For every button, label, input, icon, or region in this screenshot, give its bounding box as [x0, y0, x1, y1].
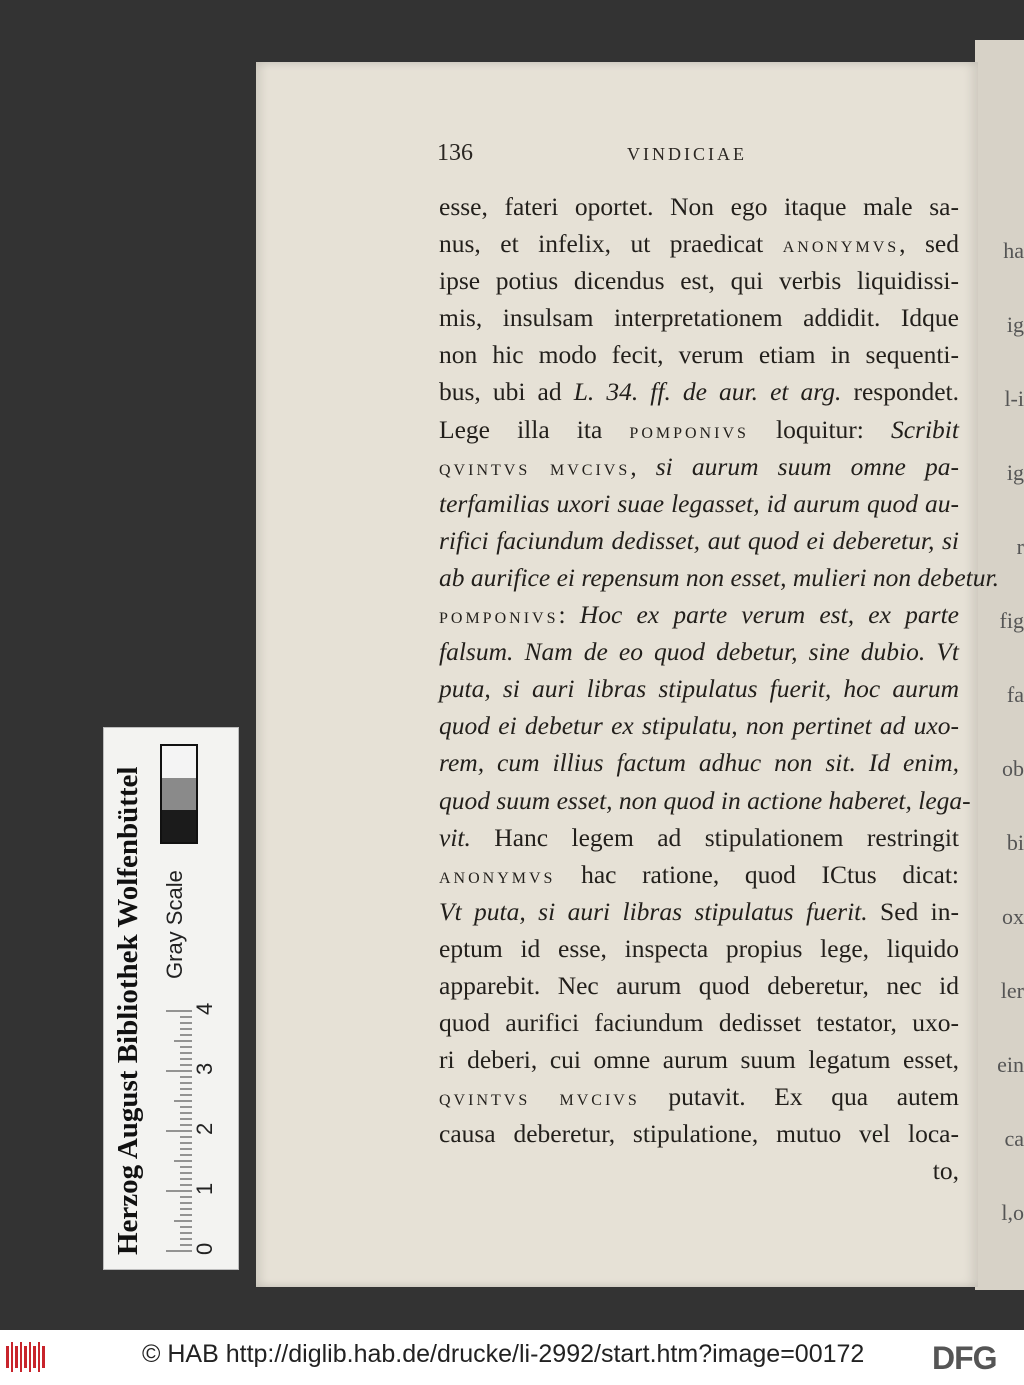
text-segment: ANONYMVS — [782, 239, 900, 257]
text-line — [439, 522, 959, 559]
text-segment: Hoc ex parte verum est, ex parte — [579, 600, 959, 630]
facing-page-fragment: ig — [1006, 312, 1024, 337]
text-line — [439, 1041, 959, 1078]
text-segment: puta, si auri libras stipulatus fuerit, hoc aurum — [439, 674, 959, 704]
text-segment: quod aurifici faciundum dedisset testator, uxo- — [439, 1008, 959, 1038]
text-line — [439, 893, 959, 930]
text-line — [439, 596, 959, 633]
facing-page-fragment: ob — [1002, 756, 1024, 781]
text-line — [439, 336, 959, 373]
text-segment: POMPONIVS — [439, 610, 559, 628]
text-line — [439, 782, 971, 819]
text-segment: hac ratione, quod ICtus dicat: — [555, 859, 959, 889]
text-segment: terfamilias uxori suae legasset, id aurum quod au- — [439, 488, 959, 518]
text-line — [439, 485, 959, 522]
facing-page-fragment: l-i — [1004, 386, 1024, 411]
text-segment: esse, fateri oportet. Non ego itaque male sa- — [439, 192, 959, 221]
text-segment: , sed — [899, 229, 959, 259]
text-segment: mis, insulsam interpretationem addidit. Idque — [439, 303, 959, 333]
text-segment: L. 34. ff. de aur. et arg. — [573, 377, 842, 407]
text-segment: ab aurifice ei repensum non esset, mulieri non debetur. — [439, 562, 999, 592]
text-segment: loquitur: — [748, 414, 891, 444]
text-segment: Vt puta, si auri libras stipulatus fuerit. — [439, 896, 868, 926]
text-line — [439, 1152, 959, 1189]
facing-page-fragment: ha — [1003, 238, 1024, 263]
running-head — [437, 140, 817, 170]
facing-page-fragment: fa — [1006, 682, 1024, 707]
text-segment: Sed in- — [867, 896, 960, 926]
text-segment: eptum id esse, inspecta propius lege, liquido — [439, 933, 959, 963]
text-segment: respondet. — [841, 377, 960, 407]
text-segment: rem, cum illius factum adhuc non sit. Id enim, — [439, 748, 959, 778]
text-segment: ri deberi, cui omne aurum suum legatum esset, — [439, 1045, 959, 1075]
facing-page-edge — [975, 40, 1024, 1290]
page-number: 136 — [437, 140, 473, 166]
gray-swatch — [162, 778, 196, 810]
text-segment: ANONYMVS — [439, 869, 556, 887]
gray-swatch — [162, 810, 196, 842]
text-segment: quod suum esset, non quod in actione haberet, lega- — [439, 785, 971, 815]
text-segment: Lege illa ita — [439, 414, 630, 444]
text-segment: Scribit — [890, 414, 959, 444]
ruler-number: 1 — [192, 1182, 217, 1195]
text-line — [439, 744, 959, 781]
text-segment: bus, ubi ad — [439, 377, 574, 407]
text-segment: QVINTVS MVCIVS — [439, 1092, 640, 1110]
text-segment: putavit. Ex qua autem — [639, 1082, 959, 1112]
text-line — [439, 299, 959, 336]
gray-swatch — [162, 746, 196, 778]
text-line — [439, 930, 959, 967]
book-page — [256, 62, 999, 1287]
text-segment: ipse potius dicendus est, qui verbis liquidissi- — [439, 266, 959, 296]
ruler — [162, 999, 222, 1255]
text-segment: : — [558, 600, 580, 630]
text-segment: vit. — [439, 822, 471, 852]
text-segment: nus, et infelix, ut praedicat — [439, 229, 783, 259]
ruler-ticks — [162, 999, 192, 1255]
library-name: Herzog August Bibliothek Wolfenbüttel — [112, 766, 144, 1255]
gray-swatches — [160, 744, 198, 844]
facing-page-fragment: l,o — [1001, 1200, 1024, 1225]
body-text — [439, 188, 999, 1190]
dfg-logo: DFG — [932, 1340, 997, 1376]
text-segment: non hic modo fecit, verum etiam in sequenti- — [439, 340, 959, 370]
facing-page-fragment: fig — [999, 608, 1024, 633]
text-line — [439, 225, 959, 262]
footer-bar — [0, 1330, 1024, 1385]
text-line — [439, 448, 959, 485]
text-line — [439, 262, 959, 299]
text-segment: POMPONIVS — [629, 424, 749, 442]
text-segment: Hanc legem ad stipulationem restringit — [470, 822, 959, 852]
ruler-number: 0 — [192, 1242, 217, 1255]
facing-page-fragment: r — [1016, 534, 1024, 559]
text-segment: quod ei debetur ex stipulatu, non pertinet ad uxo- — [439, 711, 959, 741]
text-line — [439, 707, 959, 744]
facing-page-fragment: bi — [1006, 830, 1024, 855]
facing-page-fragment: ox — [1002, 904, 1024, 929]
ruler-number: 4 — [192, 1002, 217, 1015]
ruler-number: 2 — [192, 1122, 217, 1135]
text-line — [439, 856, 959, 893]
text-line — [439, 373, 959, 410]
text-segment: QVINTVS MVCIVS — [439, 461, 631, 479]
text-segment: falsum. Nam de eo quod debetur, sine dubio. Vt — [439, 637, 959, 667]
running-title: VINDICIAE — [627, 144, 747, 164]
text-line — [439, 1004, 959, 1041]
text-line — [439, 1078, 959, 1115]
text-line — [439, 411, 959, 448]
facing-page-fragment: ig — [1006, 460, 1024, 485]
text-segment: , si aurum suum omne pa- — [630, 451, 959, 481]
facing-page-fragment: ca — [1004, 1126, 1024, 1151]
facing-page-fragment: ein — [997, 1052, 1024, 1077]
text-line — [439, 670, 959, 707]
facing-page-fragment: ler — [1000, 978, 1024, 1003]
text-segment: causa deberetur, stipulatione, mutuo vel loca- — [439, 1119, 959, 1149]
ruler-numbers — [192, 999, 220, 1255]
copyright-text: © HAB http://diglib.hab.de/drucke/li-2992/start.htm?image=00172 — [142, 1340, 865, 1368]
text-segment: apparebit. Nec aurum quod deberetur, nec id — [439, 970, 959, 1000]
gray-scale-label: Gray Scale — [162, 870, 187, 979]
text-line — [439, 559, 999, 596]
color-scale-card — [103, 727, 239, 1270]
text-line — [439, 967, 959, 1004]
text-segment: to, — [932, 1156, 959, 1186]
ruler-number: 3 — [192, 1062, 217, 1075]
text-line — [439, 819, 959, 856]
text-segment: rifici faciundum dedisset, aut quod ei deberetur, si — [439, 525, 959, 555]
scale-card-content — [104, 728, 238, 1269]
text-line — [439, 1115, 959, 1152]
text-line — [439, 188, 959, 225]
text-line — [439, 633, 959, 670]
barcode-icon — [6, 1342, 48, 1372]
